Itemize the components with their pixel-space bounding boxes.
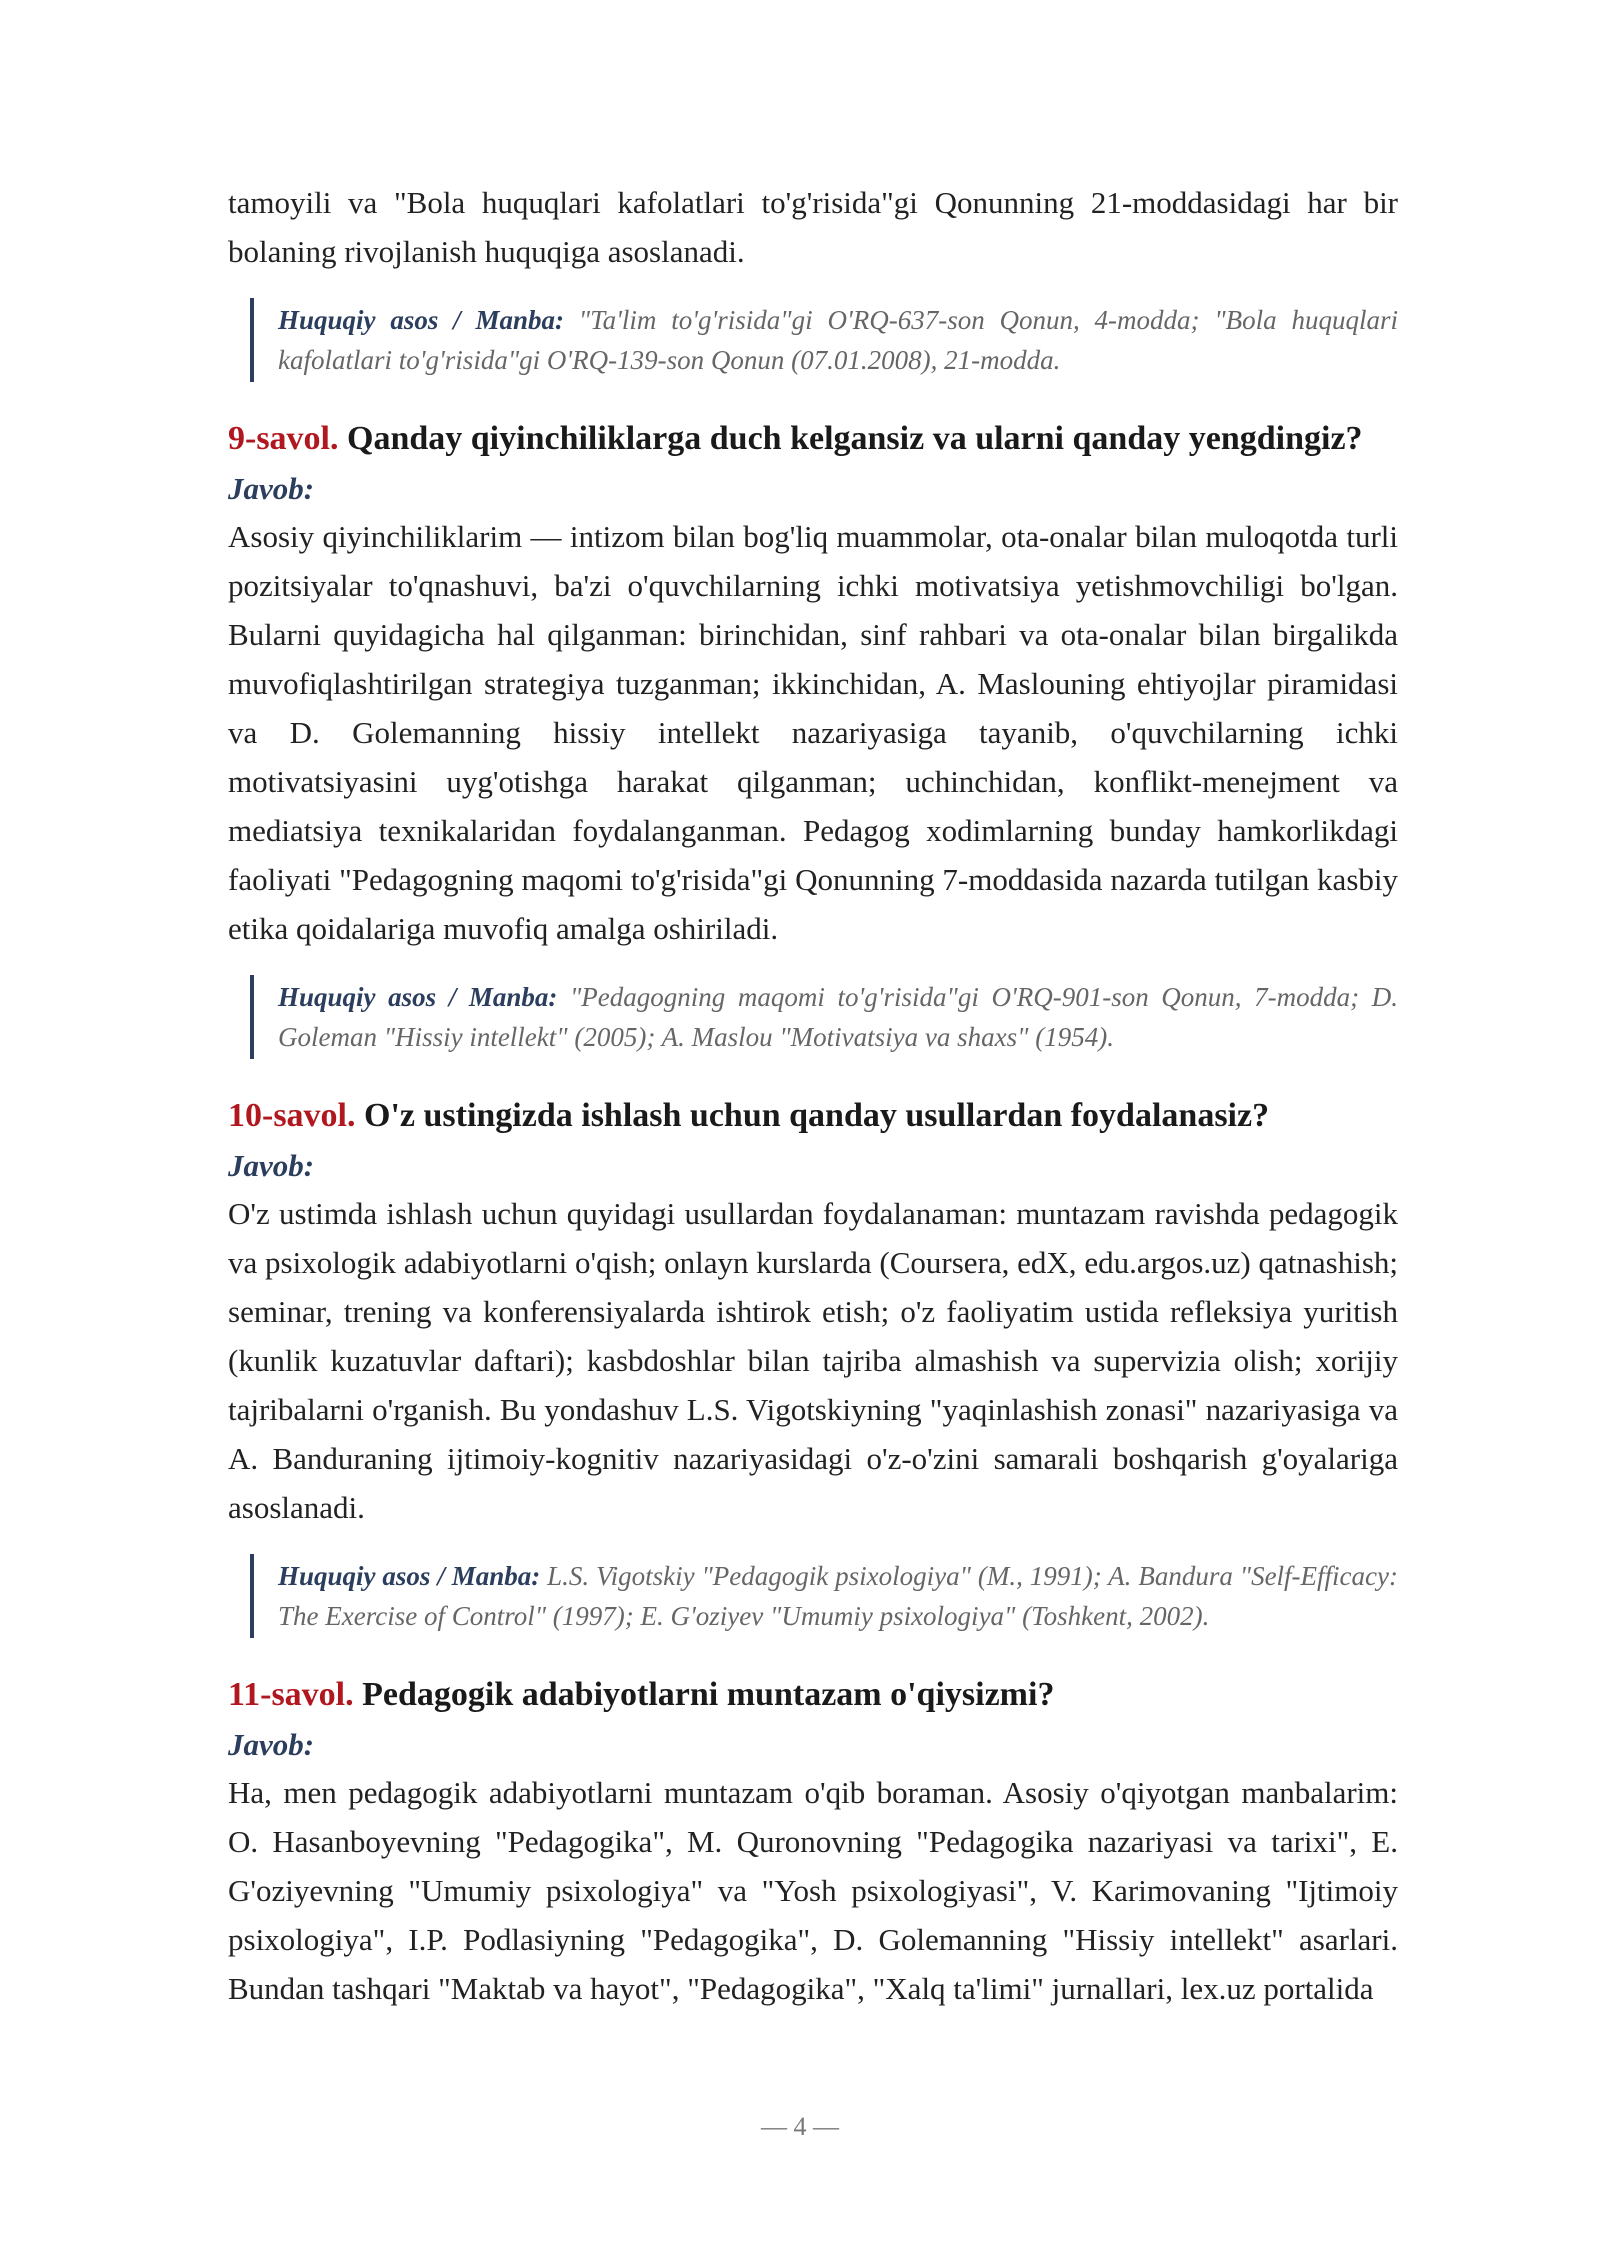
source-label: Huquqiy asos / Manba: bbox=[278, 1561, 541, 1591]
legal-source-note bbox=[250, 298, 1398, 382]
legal-source-note bbox=[250, 1554, 1398, 1638]
page-number: — 4 — bbox=[761, 2112, 839, 2141]
question-block-11 bbox=[228, 1670, 1398, 2013]
source-text: L.S. Vigotskiy "Pedagogik psixologiya" (M., 1991); A. Bandura "Self-Efficacy: The Exercise of Control" (1997); E. G'oziyev "Umumiy psixologiya" (Toshkent, 2002). bbox=[278, 1561, 1398, 1631]
answer-paragraph: Ha, men pedagogik adabiyotlarni muntazam o'qib boraman. Asosiy o'qiyotgan manbalarim: O. Hasanboyevning "Pedagogika", M. Quronovning "Pedagogika nazariyasi va tarixi", E. G'oziyevning "Umumiy psixologiya" va "Yosh psixologiyasi", V. Karimovaning "Ijtimoiy psixologiya", I.P. Podlasiyning "Pedagogika", D. Golemanning "Hissiy intellekt" asarlari. Bundan tashqari "Maktab va hayot", "Pedagogika", "Xalq ta'limi" jurnallari, lex.uz portalida bbox=[228, 1775, 1398, 2006]
intro-paragraph: tamoyili va "Bola huquqlari kafolatlari to'g'risida"gi Qonunning 21-moddasidagi har bir bolaning rivojlanish huquqiga asoslanadi. bbox=[228, 185, 1398, 269]
question-text: O'z ustingizda ishlash uchun qanday usullardan foydalanasiz? bbox=[355, 1097, 1270, 1134]
legal-source-note bbox=[250, 975, 1398, 1059]
question-heading bbox=[228, 414, 1398, 464]
question-number: 10-savol. bbox=[228, 1097, 356, 1134]
answer-label: Javob: bbox=[228, 471, 315, 506]
answer-label: Javob: bbox=[228, 1148, 315, 1183]
question-text: Qanday qiyinchiliklarga duch kelgansiz va ularni qanday yengdingiz? bbox=[338, 420, 1363, 457]
source-text: "Ta'lim to'g'risida"gi O'RQ-637-son Qonun, 4-modda; "Bola huquqlari kafolatlari to'g'risida"gi O'RQ-139-son Qonun (07.01.2008), 21-modda. bbox=[278, 305, 1398, 375]
question-heading bbox=[228, 1091, 1398, 1141]
source-label: Huquqiy asos / Manba: bbox=[278, 305, 564, 335]
answer-paragraph: O'z ustimda ishlash uchun quyidagi usullardan foydalanaman: muntazam ravishda pedagogik va psixologik adabiyotlarni o'qish; onlayn kurslarda (Coursera, edX, edu.argos.uz) qatnashish; seminar, trening va konferensiyalarda ishtirok etish; o'z faoliyatim ustida refleksiya yuritish (kunlik kuzatuvlar daftari); kasbdoshlar bilan tajriba almashish va supervizia olish; xorijiy tajribalarni o'rganish. Bu yondashuv L.S. Vigotskiyning "yaqinlashish zonasi" nazariyasiga va A. Banduraning ijtimoiy-kognitiv nazariyasidagi o'z-o'zini samarali boshqarish g'oyalariga asoslanadi. bbox=[228, 1196, 1398, 1525]
page-content bbox=[228, 178, 1398, 2013]
question-block-9 bbox=[228, 414, 1398, 1059]
question-number: 11-savol. bbox=[228, 1676, 354, 1713]
question-number: 9-savol. bbox=[228, 420, 339, 457]
question-heading bbox=[228, 1670, 1398, 1720]
source-label: Huquqiy asos / Manba: bbox=[278, 982, 558, 1012]
question-block-10 bbox=[228, 1091, 1398, 1638]
question-text: Pedagogik adabiyotlarni muntazam o'qiysizmi? bbox=[353, 1676, 1055, 1713]
answer-paragraph: Asosiy qiyinchiliklarim — intizom bilan bog'liq muammolar, ota-onalar bilan muloqotda turli pozitsiyalar to'qnashuvi, ba'zi o'quvchilarning ichki motivatsiya yetishmovchiligi bo'lgan. Bularni quyidagicha hal qilganman: birinchidan, sinf rahbari va ota-onalar bilan birgalikda muvofiqlashtirilgan strategiya tuzganman; ikkinchidan, A. Maslouning ehtiyojlar piramidasi va D. Golemanning hissiy intellekt nazariyasiga tayanib, o'quvchilarning ichki motivatsiyasini uyg'otishga harakat qilganman; uchinchidan, konflikt-menejment va mediatsiya texnikalaridan foydalanganman. Pedagog xodimlarning bunday hamkorlikdagi faoliyati "Pedagogning maqomi to'g'risida"gi Qonunning 7-moddasida nazarda tutilgan kasbiy etika qoidalariga muvofiq amalga oshiriladi. bbox=[228, 519, 1398, 946]
answer-label: Javob: bbox=[228, 1727, 315, 1762]
source-text: "Pedagogning maqomi to'g'risida"gi O'RQ-901-son Qonun, 7-modda; D. Goleman "Hissiy intellekt" (2005); A. Maslou "Motivatsiya va shaxs" (1954). bbox=[278, 982, 1398, 1052]
